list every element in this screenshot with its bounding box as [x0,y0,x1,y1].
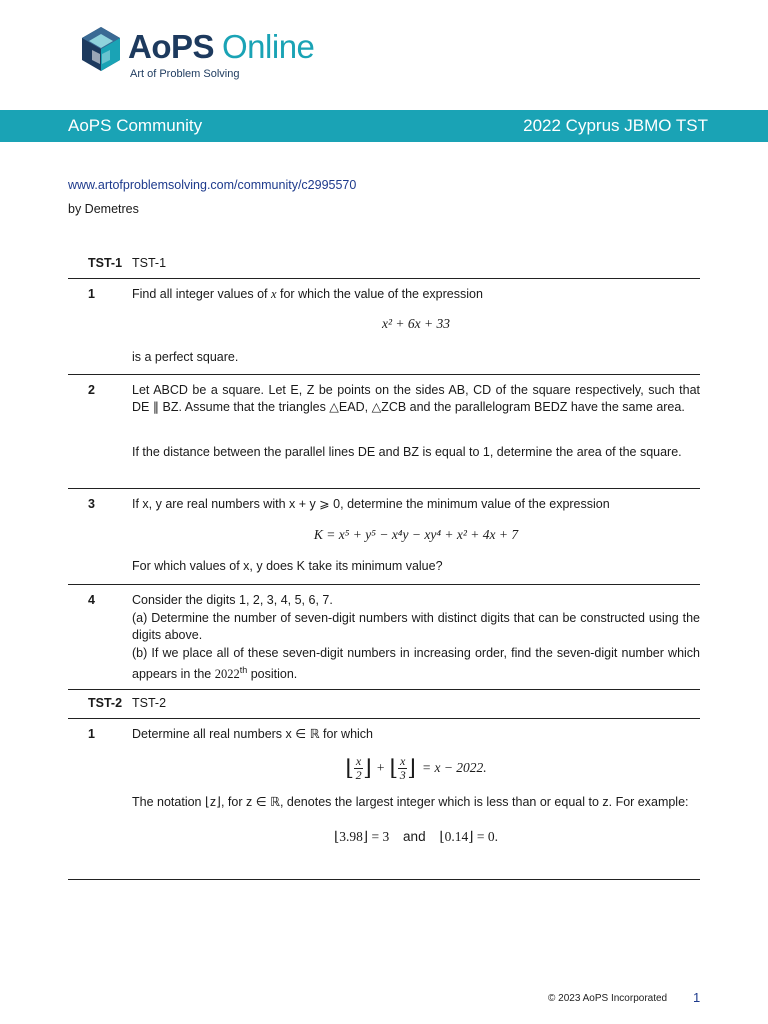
divider [68,689,700,690]
problem-1-outro: is a perfect square. [132,350,239,364]
section-label: TST-2 [88,696,123,710]
divider [68,879,700,880]
problem-4-part-b: (b) If we place all of these seven-digit numbers in increasing order, find the seven-digit number which appears in the 2022th position. [132,646,700,682]
problem-4-part-a: (a) Determine the number of seven-digit numbers with distinct digits that can be constructed using the digits above. [132,611,700,642]
problem-2-question: If the distance between the parallel lines DE and BZ is equal to 1, determine the area of the square. [132,445,682,459]
divider [68,584,700,585]
divider [68,488,700,489]
problem-1-formula: x² + 6x + 33 [381,316,450,331]
community-link[interactable]: www.artofproblemsolving.com/community/c2995570 [68,178,357,192]
problem-number: 3 [88,497,95,511]
page-number: 1 [693,990,701,1005]
brand-name: AoPS Online [128,28,315,65]
brand-tagline: Art of Problem Solving [130,68,240,80]
problem-4-digits: Consider the digits 1, 2, 3, 4, 5, 6, 7. [132,593,333,607]
contest-title: 2022 Cyprus JBMO TST [523,116,708,135]
problem-number: 2 [88,383,95,397]
problem-number: 1 [88,727,95,741]
fraction-x-over-3: $\frac{x}{3}$ [399,753,406,782]
problem-number: 4 [88,593,95,607]
problem-5-examples: ⌊3.98⌋ = 3 and ⌊0.14⌋ = 0. [334,829,498,844]
problem-1-intro: Find all integer values of x for which the value of the expression [132,287,483,301]
problem-5-intro: Determine all real numbers x ∈ ℝ for which [132,727,374,741]
divider [68,278,700,279]
problem-5-notation: The notation ⌊z⌋, for z ∈ ℝ, denotes the largest integer which is less than or equal to z. For example: [132,795,689,809]
copyright: © 2023 AoPS Incorporated [548,993,668,1004]
divider [68,374,700,375]
section-title: TST-2 [132,696,167,710]
problem-number: 1 [88,287,95,301]
aops-logo [80,26,340,82]
author-line: by Demetres [68,202,139,216]
aops-cube-icon [80,26,122,72]
divider [68,718,700,719]
fraction-x-over-2: $\frac{x}{2}$ [355,753,362,782]
problem-2-text: Let ABCD be a square. Let E, Z be points on the sides AB, CD of the square respectively, such that DE ∥ BZ. Assume that the triangles △EAD, △ZCB and the parallelogram BEDZ have the same area. [132,383,700,414]
problem-3-formula: K = x⁵ + y⁵ − x⁴y − xy⁴ + x² + 4x + 7 [313,527,519,542]
problem-3-intro: If x, y are real numbers with x + y ⩾ 0, determine the minimum value of the expression [132,497,610,511]
problem-5-equation: ⌊ $\frac{x}{2}$ ⌋ + ⌊ $\frac{x}{3}$ ⌋ = x − 2022. [345,753,487,782]
section-label: TST-1 [88,256,123,270]
header-banner [0,110,768,142]
problem-3-outro: For which values of x, y does K take its minimum value? [132,559,443,573]
section-title: TST-1 [132,256,167,270]
community-label: AoPS Community [68,116,203,135]
